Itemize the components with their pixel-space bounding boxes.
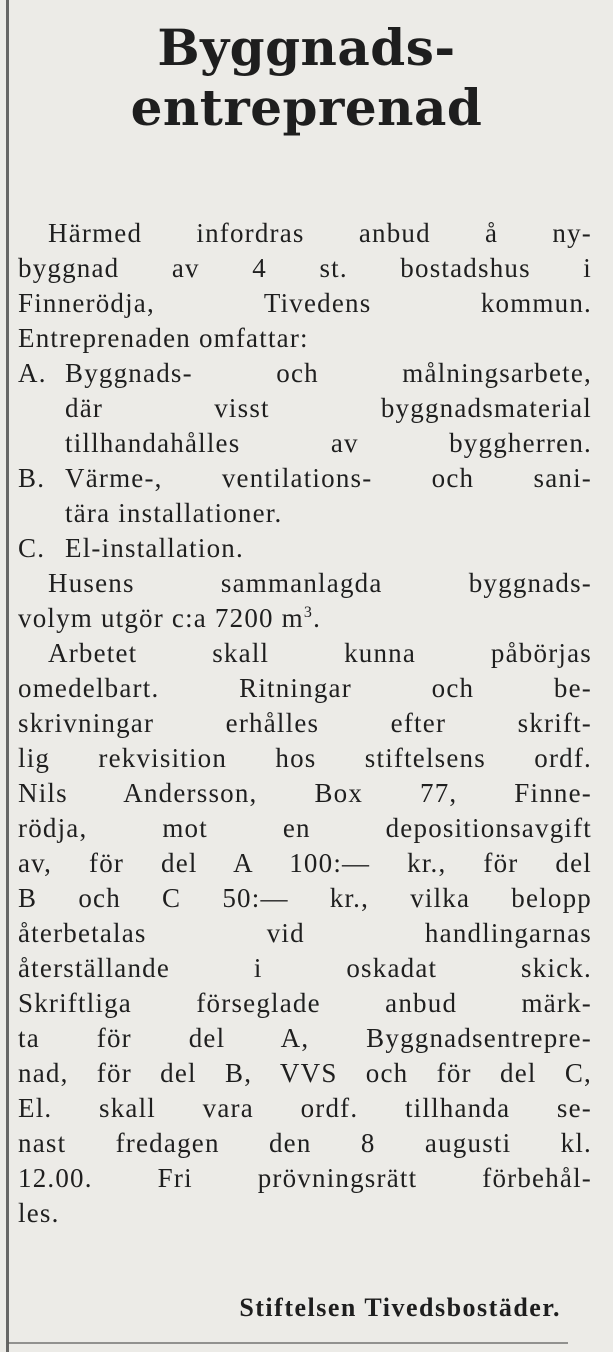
details-line: omedelbart. Ritningar och be- [18,673,592,703]
intro-line: Härmed infordras anbud å ny- [48,218,592,248]
item-text: Byggnads- och målningsarbete, [65,358,592,388]
item-text: Värme-, ventilations- och sani- [65,463,592,493]
details-line: B och C 50:— kr., vilka belopp [18,883,592,913]
item-text: El-installation. [65,533,244,563]
headline-line-1: Byggnads- [157,18,456,77]
item-c [18,531,592,566]
item-line: tära installationer. [65,498,283,528]
item-label: C. [18,533,46,563]
volume-text: volym utgör c:a 7200 m [18,603,304,633]
bottom-border-rule [8,1342,568,1344]
item-line [18,356,592,391]
item-line: tillhandahålles av byggherren. [65,428,592,458]
intro-line: Entreprenaden omfattar: [18,323,309,353]
details-line: ta för del A, Byggnadsentrepre- [18,1023,592,1053]
details-line: Nils Andersson, Box 77, Finne- [18,778,592,808]
details-line: rödja, mot en depositionsavgift [18,813,592,843]
details-line: lig rekvisition hos stiftelsens ordf. [18,743,592,773]
details-line: El. skall vara ordf. tillhanda se- [18,1093,592,1123]
intro-line: byggnad av 4 st. bostadshus i [18,253,592,283]
details-line: nast fredagen den 8 augusti kl. [18,1128,592,1158]
item-line: där visst byggnadsmaterial [65,393,592,423]
item-a [18,356,592,461]
left-border-rule [6,0,9,1352]
details-line: Skriftliga förseglade anbud märk- [18,988,592,1018]
item-label: A. [18,358,47,388]
headline-line-2: entreprenad [130,78,483,137]
details-line: Arbetet skall kunna påbörjas [48,638,592,668]
details-paragraph [18,636,592,1231]
item-line [18,461,592,496]
volume-line [18,601,592,636]
item-b [18,461,592,531]
item-line [18,531,592,566]
details-line: nad, för del B, VVS och för del C, [18,1058,592,1088]
intro-line: Finnerödja, Tivedens kommun. [18,288,592,318]
item-label: B. [18,463,46,493]
details-line: 12.00. Fri prövningsrätt förbehål- [18,1163,592,1193]
details-line: les. [18,1198,60,1228]
details-line: återbetalas vid handlingarnas [18,918,592,948]
volume-line: Husens sammanlagda byggnads- [48,568,592,598]
volume-paragraph [18,566,592,636]
volume-period: . [313,603,322,633]
signature: Stiftelsen Tivedsbostäder. [239,1293,561,1322]
advertisement-body [18,216,592,1231]
details-line: av, för del A 100:— kr., för del [18,848,592,878]
intro-paragraph [18,216,592,356]
volume-exponent: 3 [303,604,314,621]
details-line: skrivningar erhålles efter skrift- [18,708,592,738]
headline [0,18,613,138]
details-line: återställande i oskadat skick. [18,953,592,983]
